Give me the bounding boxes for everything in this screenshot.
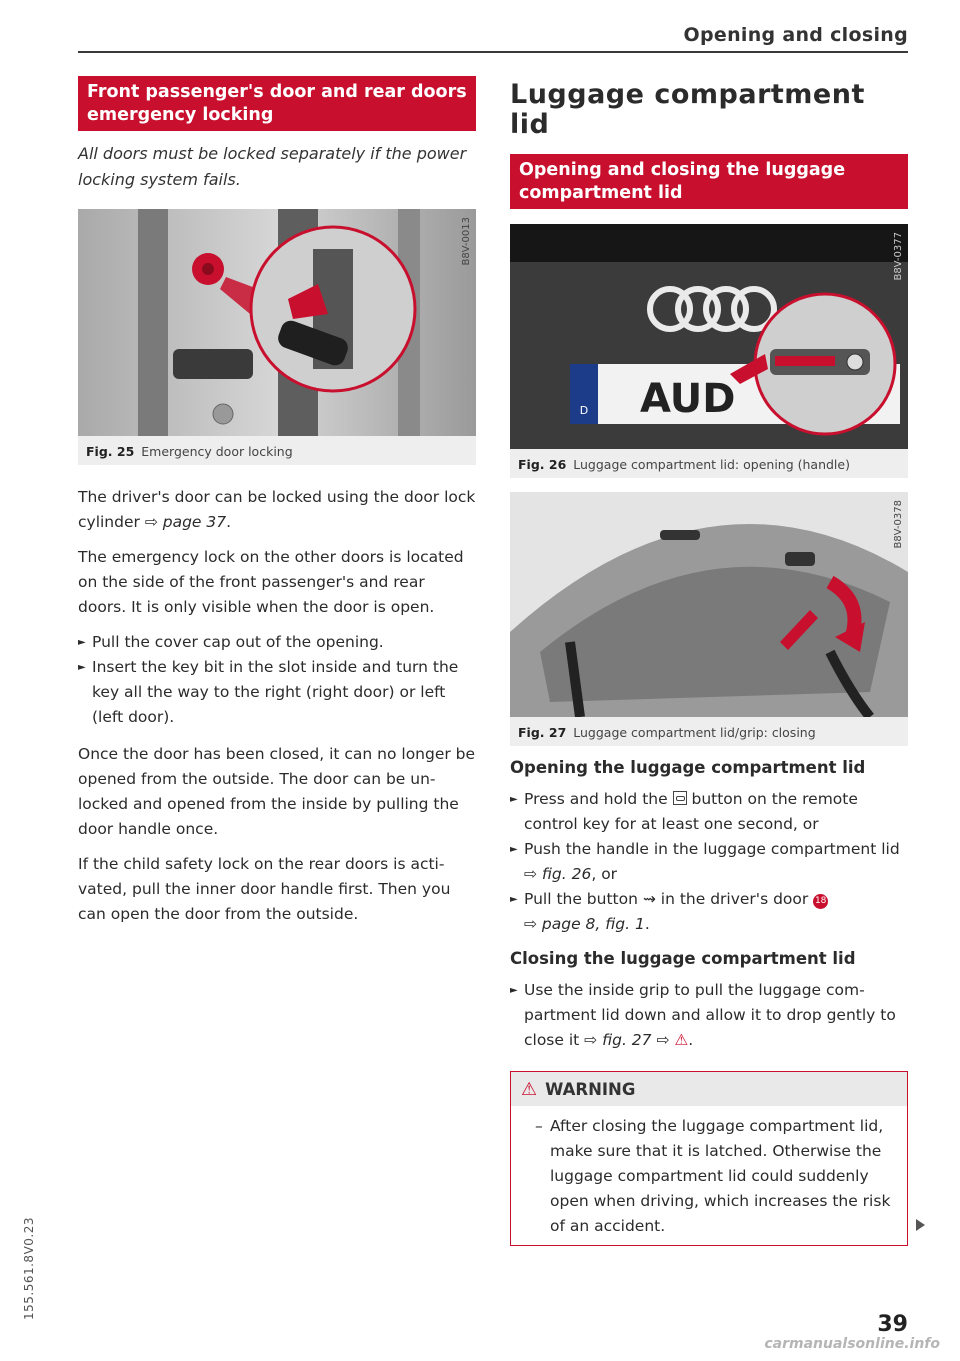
opening-heading: Opening the luggage compartment lid [510,758,866,777]
list-item: ► Pull the button ⇝ in the driver's door 18 ⇨ page 8, fig. 1. [510,887,908,937]
figure-25 [78,209,476,465]
trunk-key-icon [673,791,687,805]
running-header: Opening and closing [683,24,908,46]
instruction-list [78,630,476,730]
continue-arrow-icon [916,1219,925,1231]
warning-item: – After closing the luggage compartment lid, make sure that it is latched. Otherwise the luggage compartment lid could suddenly open when driving, which increases the risk of an accident. [535,1117,891,1235]
intro-text: All doors must be locked separately if the power locking system fails. [78,144,467,189]
figure-26-caption: Fig. 26 Luggage compartment lid: opening (handle) [518,457,850,472]
warning-triangle-icon: ⚠ [521,1079,538,1100]
closing-heading: Closing the luggage compartment lid [510,949,856,968]
figure-26 [510,224,908,478]
bullet-arrow-icon: ► [78,637,86,648]
page-reference-link[interactable]: ⇨ page 8, fig. 1 [524,915,645,933]
page-number: 39 [877,1312,908,1337]
warning-triangle-icon: ⚠ [674,1031,689,1049]
trunk-release-icon: ⇝ [642,890,656,908]
list-item: ► Press and hold the button on the remote control key for at least one second, or [510,787,908,837]
luggage-handle-illustration [510,224,908,449]
section-banner-emergency-locking: Front passenger's door and rear doors emergency locking [78,76,476,131]
bullet-arrow-icon: ► [510,844,518,855]
right-column [510,76,908,1246]
bullet-arrow-icon: ► [510,985,518,996]
list-item: ► Pull the cover cap out of the opening. [78,630,476,655]
figure-reference-link[interactable]: ⇨ fig. 27 [584,1031,652,1049]
bullet-arrow-icon: ► [510,894,518,905]
door-lock-illustration [78,209,476,436]
section-banner-luggage-lid: Opening and closing the luggage compartment lid [510,154,908,209]
figure-25-image [78,209,476,436]
document-id: 155.561.8V0.23 [22,1217,36,1320]
opening-instruction-list [510,787,908,937]
list-item: ► Push the handle in the luggage compartment lid ⇨ fig. 26, or [510,837,908,887]
bullet-arrow-icon: ► [78,662,86,673]
watermark: carmanualsonline.info [764,1336,940,1352]
figure-reference-link[interactable]: ⇨ fig. 26 [524,865,592,883]
list-item: ► Use the inside grip to pull the luggage compartment lid down and allow it to drop gently to close it ⇨ fig. 27 ⇨ ⚠. [510,978,908,1053]
figure-27-code: B8V-0378 [893,500,904,549]
paragraph-driver-door: The driver's door can be locked using the door lock cylinder ⇨ page 37. [78,488,476,531]
figure-25-code: B8V-0013 [461,217,472,266]
warning-box [510,1071,908,1246]
warning-body [511,1106,907,1245]
figure-27-image [510,492,908,717]
list-item: ► Insert the key bit in the slot inside and turn the key all the way to the right (right door) or left (left door). [78,655,476,730]
figure-25-caption: Fig. 25 Emergency door locking [86,444,293,459]
svg-text:AUD: AUD [640,376,736,422]
luggage-grip-illustration [510,492,908,717]
left-column [78,76,476,937]
closing-instruction-list [510,978,908,1053]
svg-text:D: D [579,404,589,417]
bullet-arrow-icon: ► [510,794,518,805]
header-rule [78,51,908,53]
callout-number-badge: 18 [813,894,828,909]
figure-26-image [510,224,908,449]
warning-header: ⚠ WARNING [511,1072,907,1106]
page-reference-link[interactable]: ⇨ page 37 [144,513,227,531]
paragraph-emergency-lock-location: The emergency lock on the other doors is located on the side of the front passenger's and rear doors. It is only visible when the door is open. [78,548,464,616]
figure-26-code: B8V-0377 [893,232,904,281]
figure-27-caption: Fig. 27 Luggage compartment lid/grip: closing [518,725,816,740]
page-title: Luggage compartment lid [510,79,865,140]
figure-27 [510,492,908,746]
paragraph-child-safety-lock: If the child safety lock on the rear doors is activated, pull the inner door handle first. Then you can open the door from the outside. [78,855,451,923]
paragraph-after-closing: Once the door has been closed, it can no longer be opened from the outside. The door can be unlocked and opened from the inside by pulling the door handle once. [78,745,476,838]
